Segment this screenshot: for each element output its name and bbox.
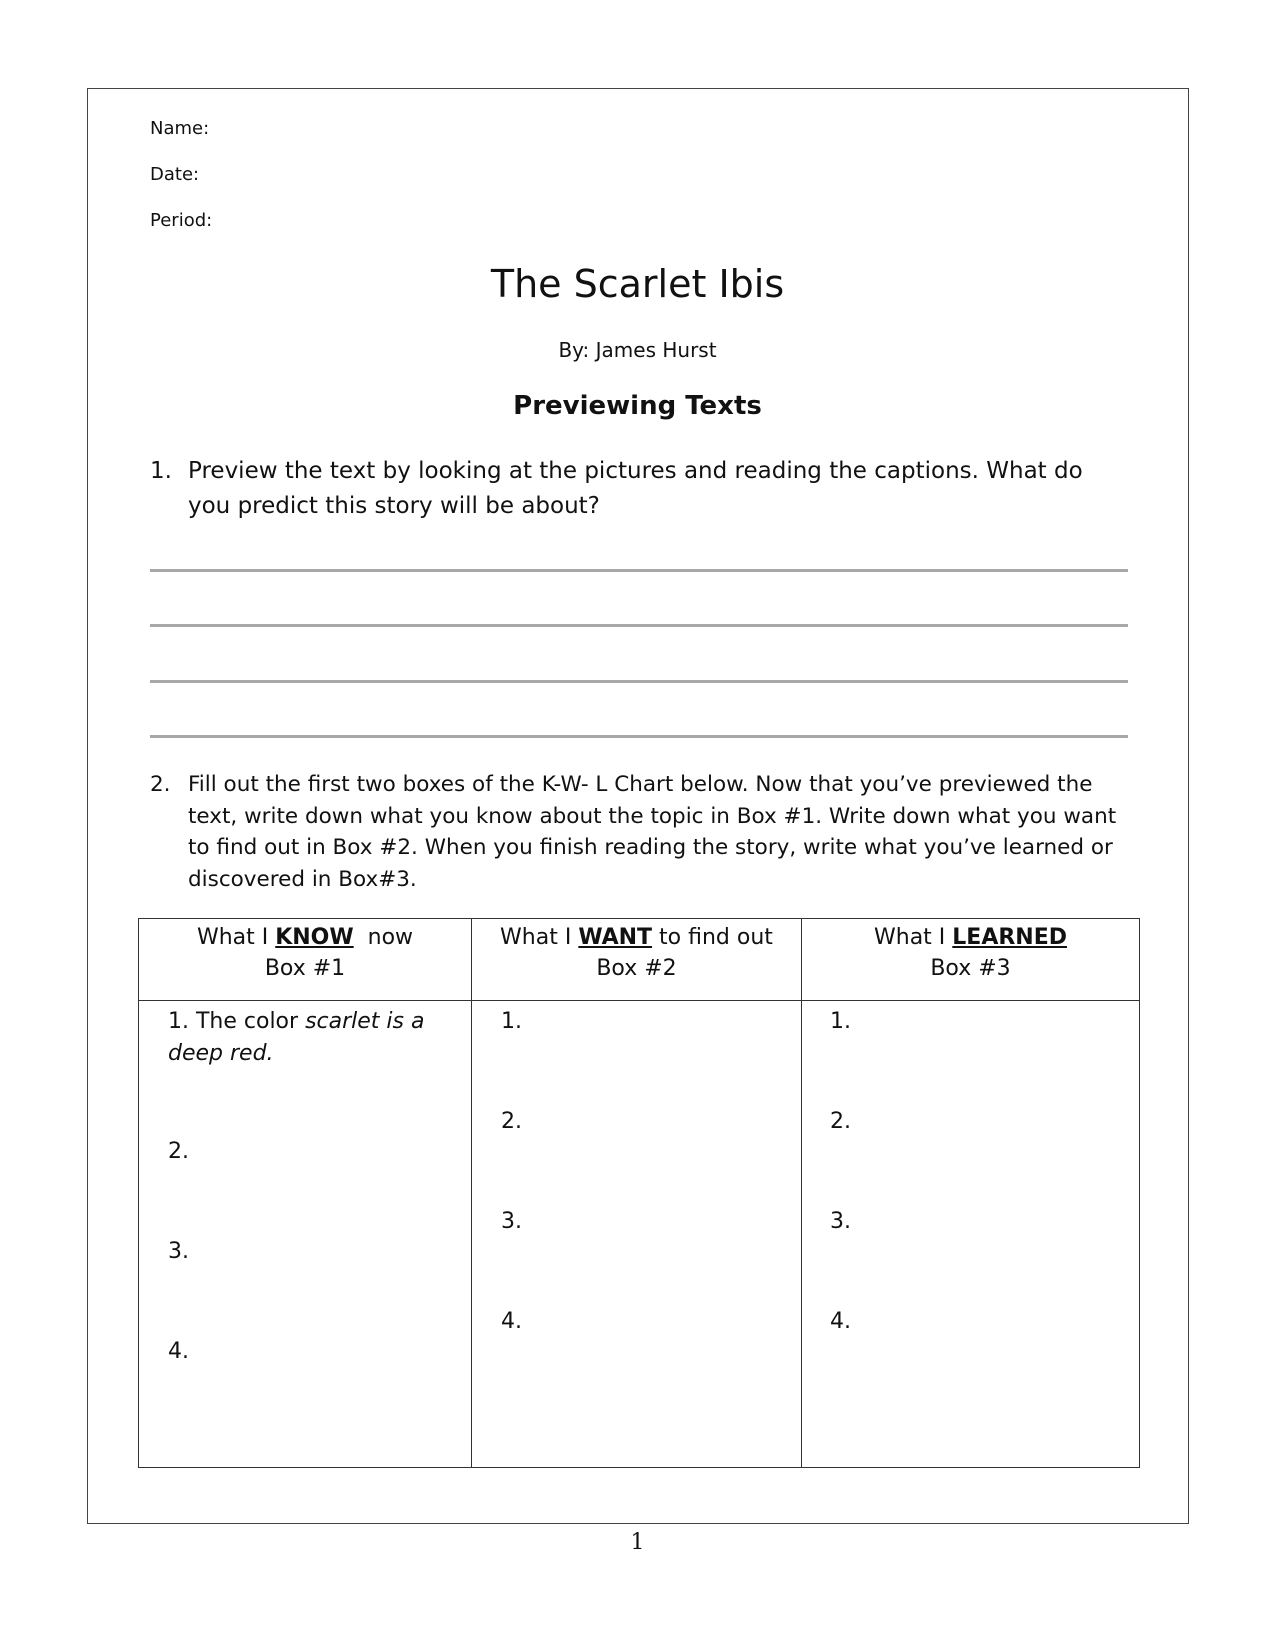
page-number: 1 — [630, 1530, 645, 1555]
question-2-text: Fill out the first two boxes of the K-W- L Chart below. Now that you’ve previewed the text, write down what you know about the topic in Box #1. Write down what you want to find out in Box #2. When you finish reading the story, write what you’ve learned or discovered in Box#3. — [188, 772, 1117, 892]
question-2-number: 2. — [150, 772, 171, 797]
name-label: Name: — [150, 118, 210, 139]
kwl-header-learned-box: Box #3 — [930, 956, 1011, 981]
kwl-header-want — [472, 919, 802, 1001]
date-label: Date: — [150, 164, 200, 185]
learned-item-4: 4. — [830, 1309, 851, 1334]
kwl-header-want-prefix: What I — [500, 925, 579, 950]
know-item-2: 2. — [168, 1139, 189, 1164]
kwl-header-know-keyword: KNOW — [275, 925, 354, 950]
know-item-1-line2: deep red. — [168, 1041, 274, 1066]
kwl-body-row — [139, 1001, 1140, 1468]
know-item-1-mid: is a — [379, 1009, 425, 1034]
answer-line-4[interactable] — [150, 735, 1128, 738]
know-item-3: 3. — [168, 1239, 189, 1264]
question-1-text: Preview the text by looking at the pictures and reading the captions. What do you predict this story will be about? — [188, 458, 1083, 519]
kwl-header-learned-prefix: What I — [874, 925, 953, 950]
answer-line-2[interactable] — [150, 624, 1128, 627]
learned-item-1: 1. — [830, 1009, 851, 1034]
know-item-4: 4. — [168, 1339, 189, 1364]
kwl-header-learned — [802, 919, 1140, 1001]
question-1 — [150, 454, 1130, 524]
author-byline: By: James Hurst — [558, 338, 717, 362]
kwl-header-know — [139, 919, 472, 1001]
learned-item-2: 2. — [830, 1109, 851, 1134]
learned-item-3: 3. — [830, 1209, 851, 1234]
answer-line-3[interactable] — [150, 680, 1128, 683]
kwl-header-know-prefix: What I — [196, 925, 276, 950]
know-item-1-italic: scarlet — [305, 1009, 380, 1034]
period-label: Period: — [150, 210, 213, 231]
kwl-header-know-suffix: now — [353, 925, 414, 950]
section-heading: Previewing Texts — [513, 391, 762, 421]
kwl-chart — [138, 918, 1140, 1468]
kwl-header-row — [139, 919, 1140, 1001]
want-item-4: 4. — [501, 1309, 522, 1334]
want-item-3: 3. — [501, 1209, 522, 1234]
kwl-header-learned-keyword: LEARNED — [952, 925, 1067, 950]
kwl-learned-cell[interactable] — [802, 1001, 1140, 1468]
answer-line-1[interactable] — [150, 569, 1128, 572]
want-item-2: 2. — [501, 1109, 522, 1134]
kwl-know-cell[interactable] — [139, 1001, 472, 1468]
kwl-want-cell[interactable] — [472, 1001, 802, 1468]
want-item-1: 1. — [501, 1009, 522, 1034]
know-item-1-prefix: 1. The color — [168, 1009, 306, 1034]
know-item-1 — [168, 1006, 458, 1070]
document-title: The Scarlet Ibis — [490, 262, 785, 306]
kwl-header-want-box: Box #2 — [596, 956, 677, 981]
kwl-header-want-suffix: to find out — [652, 925, 773, 950]
kwl-header-want-keyword: WANT — [578, 925, 653, 950]
kwl-header-know-box: Box #1 — [264, 956, 346, 981]
question-1-number: 1. — [150, 458, 172, 484]
question-2 — [150, 769, 1130, 895]
